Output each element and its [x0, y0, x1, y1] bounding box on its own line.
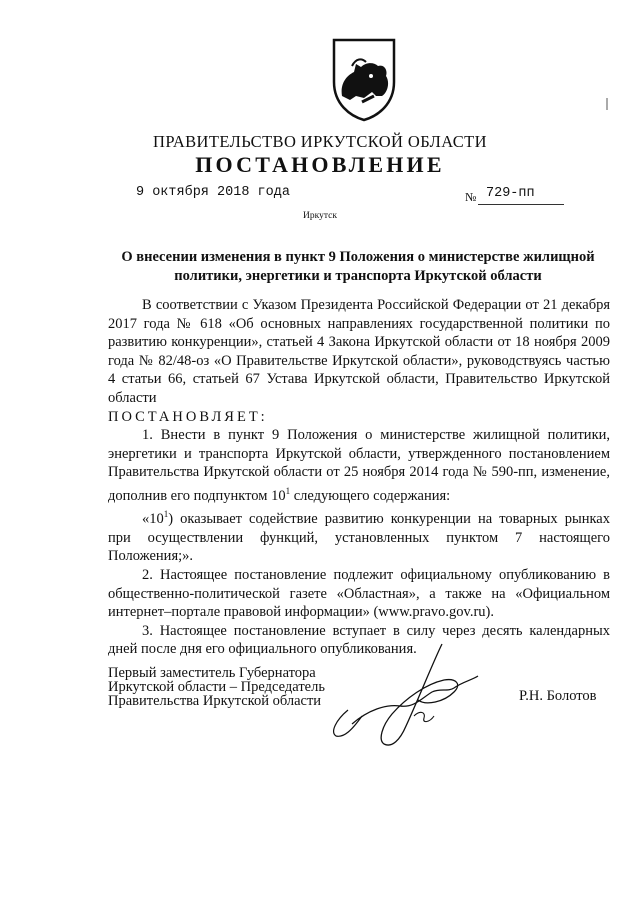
signatory-name: Р.Н. Болотов: [519, 688, 597, 704]
signatory-position: [108, 666, 325, 708]
quote-superscript: 1: [163, 509, 169, 520]
paragraph-1-superscript: 1: [285, 485, 291, 496]
signatory-line-3: Правительства Иркутской области: [108, 693, 322, 709]
paragraph-2: 2. Настоящее постановление подлежит официальному опубликованию в общественно-политической газете «Областная», а также на «Официальном интернет–портале правовой информации» (www.pravo.gov.ru).: [108, 566, 610, 621]
preamble-paragraph: В соответствии с Указом Президента Российской Федерации от 21 декабря 2017 года № 618 «Об основных направлениях государственной политики по развитию конкуренции», статьей 4 Закона Иркутской области от 18 ноября 2009 года № 82/48-оз «О Правительстве Иркутской области», руководствуясь частью 4 статьи 66, статьей 67 Устава Иркутской области, Правительство Иркутской области: [108, 297, 610, 406]
quote-text: ) оказывает содействие развитию конкуренции на товарных рынках при осуществлении функций, установленных пунктом 7 настоящего Положения;».: [108, 511, 610, 565]
paragraph-3: 3. Настоящее постановление вступает в силу через десять календарных дней после дня его официального опубликования.: [108, 622, 610, 658]
quote-open: «10: [142, 511, 164, 528]
paragraph-1-tail: следующего содержания:: [290, 487, 451, 504]
document-title: О внесении изменения в пункт 9 Положения о министерстве жилищной политики, энергетики и транспорта Иркутской области: [121, 249, 595, 284]
number-underline: [478, 204, 564, 205]
document-number: 729-пп: [486, 186, 535, 201]
quoted-subparagraph: [108, 505, 610, 566]
signatory-line-2: Иркутской области – Председатель: [108, 679, 325, 695]
paragraph-1: [108, 426, 610, 505]
document-type: ПОСТАНОВЛЕНИЕ: [195, 152, 445, 177]
document-body: [108, 296, 610, 659]
scan-mark-icon: [605, 98, 609, 110]
paragraph-1-text: 1. Внести в пункт 9 Положения о министерстве жилищной политики, энергетики и транспорта Иркутской области, утвержденного постановлением Правительства Иркутской области от 25 ноября 2014 года № 590-пп, изменение, дополнив его подпунктом 10: [108, 427, 610, 504]
resolves-heading: ПОСТАНОВЛЯЕТ:: [108, 408, 268, 425]
city-name: Иркутск: [303, 211, 337, 221]
number-sign: №: [465, 190, 477, 204]
signatory-line-1: Первый заместитель Губернатора: [108, 665, 316, 681]
handwritten-signature-icon: [322, 640, 482, 752]
document-date: 9 октября 2018 года: [136, 185, 290, 200]
government-name: ПРАВИТЕЛЬСТВО ИРКУТСКОЙ ОБЛАСТИ: [153, 132, 487, 151]
coat-of-arms-icon: [328, 36, 400, 122]
